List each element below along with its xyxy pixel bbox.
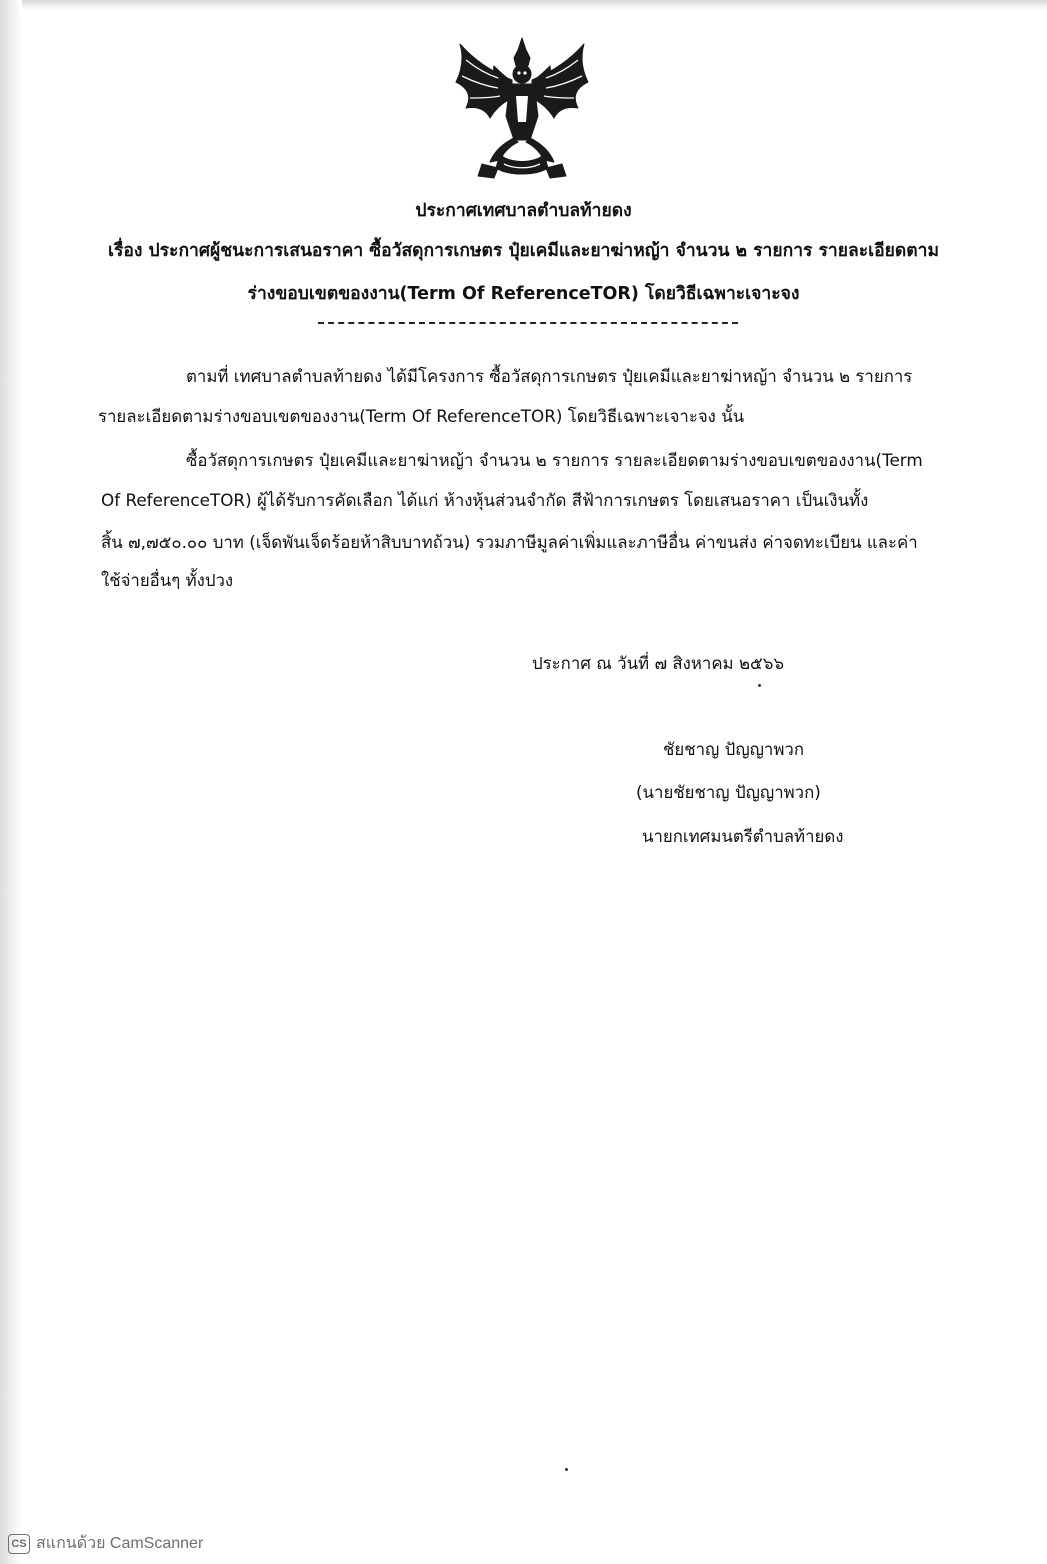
scan-speck bbox=[565, 1468, 568, 1471]
paragraph-1-line-1: ตามที่ เทศบาลตำบลท้ายดง ได้มีโครงการ ซื้อวัสดุการเกษตร ปุ๋ยเคมีและยาฆ่าหญ้า จำนวน ๒ รายการ bbox=[186, 366, 913, 386]
signature-printed-name: (นายชัยชาญ ปัญญาพวก) bbox=[636, 782, 821, 802]
scan-top-edge bbox=[0, 0, 1047, 10]
signature-signed-name: ชัยชาญ ปัญญาพวก bbox=[663, 739, 804, 759]
camscanner-label: สแกนด้วย CamScanner bbox=[36, 1535, 204, 1552]
subject-line-1: เรื่อง ประกาศผู้ชนะการเสนอราคา ซื้อวัสดุการเกษตร ปุ๋ยเคมีและยาฆ่าหญ้า จำนวน ๒ รายการ รายละเอียดตาม bbox=[108, 241, 939, 261]
scan-left-edge bbox=[0, 0, 22, 1564]
document-title: ประกาศเทศบาลตำบลท้ายดง bbox=[415, 201, 632, 221]
scan-speck bbox=[758, 684, 761, 687]
paragraph-2-line-1: ซื้อวัสดุการเกษตร ปุ๋ยเคมีและยาฆ่าหญ้า จำนวน ๒ รายการ รายละเอียดตามร่างขอบเขตของงาน(Term bbox=[186, 450, 923, 470]
signature-position: นายกเทศมนตรีตำบลท้ายดง bbox=[642, 826, 844, 846]
dashed-divider bbox=[318, 322, 738, 324]
subject-line-2: ร่างขอบเขตของงาน(Term Of ReferenceTOR) โดยวิธีเฉพาะเจาะจง bbox=[247, 284, 800, 304]
paragraph-2-line-3: สิ้น ๗,๗๕๐.๐๐ บาท (เจ็ดพันเจ็ดร้อยห้าสิบบาทถ้วน) รวมภาษีมูลค่าเพิ่มและภาษีอื่น ค่าขนส่ง ค่าจดทะเบียน และค่า bbox=[101, 532, 918, 552]
garuda-emblem-icon bbox=[452, 36, 592, 184]
camscanner-logo-icon: CS bbox=[8, 1534, 30, 1554]
camscanner-watermark bbox=[8, 1531, 203, 1556]
paragraph-2-line-4: ใช้จ่ายอื่นๆ ทั้งปวง bbox=[101, 570, 234, 590]
paragraph-2-line-2: Of ReferenceTOR) ผู้ได้รับการคัดเลือก ได้แก่ ห้างหุ้นส่วนจำกัด สีฟ้าการเกษตร โดยเสนอราคา เป็นเงินทั้ง bbox=[101, 490, 869, 510]
paragraph-1-line-2: รายละเอียดตามร่างขอบเขตของงาน(Term Of ReferenceTOR) โดยวิธีเฉพาะเจาะจง นั้น bbox=[98, 406, 745, 426]
announcement-date: ประกาศ ณ วันที่ ๗ สิงหาคม ๒๕๖๖ bbox=[532, 653, 785, 673]
